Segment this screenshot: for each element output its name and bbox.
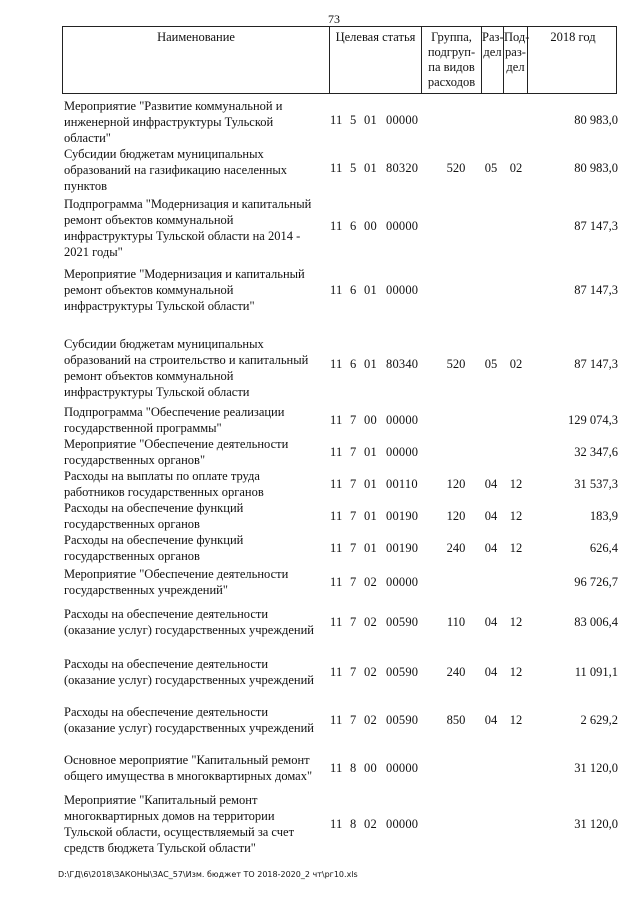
row-name-line: государственных органов <box>64 517 200 531</box>
code-part: 00000 <box>386 761 419 775</box>
code-part: 11 <box>330 283 343 297</box>
code-part: 7 <box>350 665 357 679</box>
target-article-code <box>330 160 422 176</box>
subsection: 12 <box>509 509 523 523</box>
code-part: 01 <box>364 477 377 491</box>
expense-group: 850 <box>446 713 466 727</box>
amount-2018: 87 147,3 <box>574 357 618 371</box>
expense-group: 240 <box>446 541 466 555</box>
expense-group: 520 <box>446 357 466 371</box>
row-name-line: инфраструктуры Тульской области <box>64 385 250 399</box>
code-part: 11 <box>330 445 343 459</box>
code-part: 11 <box>330 541 343 555</box>
row-name-line: Мероприятие "Обеспечение деятельности <box>64 437 289 451</box>
row-name-line: Мероприятие "Развитие коммунальной и <box>64 99 283 113</box>
code-part: 6 <box>350 357 357 371</box>
row-name-line: инженерной инфраструктуры Тульской <box>64 115 274 129</box>
amount-2018: 183,9 <box>589 509 618 523</box>
row-name-line: государственных органов <box>64 549 200 563</box>
code-part: 00000 <box>386 283 419 297</box>
code-part: 00190 <box>386 541 419 555</box>
code-part: 01 <box>364 541 377 555</box>
row-name-line: средств бюджета Тульской области" <box>64 841 256 855</box>
code-part: 00110 <box>386 477 418 491</box>
amount-2018: 626,4 <box>589 541 618 555</box>
row-name-line: Субсидии бюджетам муниципальных <box>64 147 264 161</box>
code-part: 7 <box>350 509 357 523</box>
row-name <box>64 792 326 856</box>
expense-group: 120 <box>446 509 466 523</box>
code-part: 02 <box>364 575 377 589</box>
code-part: 7 <box>350 413 357 427</box>
row-name-line: Субсидии бюджетам муниципальных <box>64 337 264 351</box>
target-article-code <box>330 412 422 428</box>
code-part: 00000 <box>386 219 419 233</box>
amount-2018: 31 120,0 <box>574 817 618 831</box>
code-part: 00000 <box>386 817 419 831</box>
row-name-line: работников государственных органов <box>64 485 264 499</box>
row-name <box>64 146 326 194</box>
section: 04 <box>484 541 498 555</box>
code-part: 00590 <box>386 665 419 679</box>
expense-group: 110 <box>446 615 466 629</box>
target-article-code <box>330 112 422 128</box>
target-article-code <box>330 540 422 556</box>
header-target-article: Целевая статья <box>329 27 421 93</box>
row-name-line: образований на строительство и капитальный <box>64 353 309 367</box>
code-part: 11 <box>330 665 343 679</box>
row-name-line: пунктов <box>64 179 107 193</box>
row-name <box>64 266 326 314</box>
target-article-code <box>330 574 422 590</box>
header-year: 2018 год <box>527 27 618 93</box>
row-name-line: ремонт объектов коммунальной <box>64 369 234 383</box>
row-name-line: Основное мероприятие "Капитальный ремонт <box>64 753 310 767</box>
page-number: 73 <box>328 12 340 26</box>
target-article-code <box>330 444 422 460</box>
row-name-line: Подпрограмма "Модернизация и капитальный <box>64 197 312 211</box>
header-expense-group <box>421 27 481 93</box>
row-name <box>64 98 326 146</box>
target-article-code <box>330 282 422 298</box>
row-name-line: ремонт объектов коммунальной <box>64 283 234 297</box>
row-name-line: государственных органов" <box>64 453 206 467</box>
code-part: 00590 <box>386 713 419 727</box>
code-part: 00 <box>364 761 377 775</box>
row-name-line: многоквартирных домов на территории <box>64 809 275 823</box>
code-part: 80340 <box>386 357 419 371</box>
code-part: 00590 <box>386 615 419 629</box>
section: 04 <box>484 477 498 491</box>
header-group-line: па видов <box>428 60 475 74</box>
target-article-code <box>330 816 422 832</box>
code-part: 11 <box>330 817 343 831</box>
row-name-line: Подпрограмма "Обеспечение реализации <box>64 405 285 419</box>
row-name-line: образований на газификацию населенных <box>64 163 288 177</box>
amount-2018: 87 147,3 <box>574 283 618 297</box>
row-name-line: 2021 годы" <box>64 245 123 259</box>
code-part: 5 <box>350 161 357 175</box>
section: 05 <box>484 357 498 371</box>
code-part: 6 <box>350 283 357 297</box>
row-name-line: Расходы на обеспечение деятельности <box>64 607 269 621</box>
code-part: 01 <box>364 357 377 371</box>
file-path-footer: D:\ГД\6\2018\ЗАКОНЫ\ЗАС_57\Изм. бюджет ТО 2018-2020_2 чт\рг10.xls <box>58 870 358 879</box>
row-name-line: Расходы на обеспечение деятельности <box>64 657 269 671</box>
section: 04 <box>484 509 498 523</box>
code-part: 00000 <box>386 413 419 427</box>
row-name-line: Мероприятие "Капитальный ремонт <box>64 793 258 807</box>
subsection: 12 <box>509 615 523 629</box>
row-name-line: Мероприятие "Обеспечение деятельности <box>64 567 289 581</box>
amount-2018: 96 726,7 <box>574 575 618 589</box>
header-group-line: Группа, <box>431 30 472 44</box>
target-article-code <box>330 712 422 728</box>
code-part: 11 <box>330 615 343 629</box>
header-subsection-line: Под- <box>504 30 530 44</box>
code-part: 02 <box>364 665 377 679</box>
row-name-line: Расходы на выплаты по оплате труда <box>64 469 260 483</box>
code-part: 01 <box>364 161 377 175</box>
code-part: 01 <box>364 113 377 127</box>
subsection: 12 <box>509 713 523 727</box>
code-part: 02 <box>364 713 377 727</box>
row-name-line: инфраструктуры Тульской области" <box>64 299 255 313</box>
section: 04 <box>484 713 498 727</box>
code-part: 11 <box>330 161 343 175</box>
row-name-line: Расходы на обеспечение функций <box>64 533 244 547</box>
header-group-line: подгруп- <box>427 45 476 59</box>
subsection: 12 <box>509 541 523 555</box>
expense-group: 520 <box>446 161 466 175</box>
row-name <box>64 468 326 500</box>
code-part: 11 <box>330 575 343 589</box>
header-section-line: дел <box>483 45 502 59</box>
target-article-code <box>330 508 422 524</box>
amount-2018: 80 983,0 <box>574 161 618 175</box>
code-part: 11 <box>330 357 343 371</box>
amount-2018: 11 091,1 <box>574 665 618 679</box>
code-part: 7 <box>350 575 357 589</box>
code-part: 02 <box>364 615 377 629</box>
row-name-line: Расходы на обеспечение деятельности <box>64 705 269 719</box>
amount-2018: 31 537,3 <box>574 477 618 491</box>
subsection: 12 <box>509 665 523 679</box>
row-name-line: (оказание услуг) государственных учреждений <box>64 623 314 637</box>
amount-2018: 87 147,3 <box>574 219 618 233</box>
amount-2018: 83 006,4 <box>574 615 618 629</box>
row-name-line: области" <box>64 131 111 145</box>
row-name-line: Мероприятие "Модернизация и капитальный <box>64 267 305 281</box>
row-name <box>64 436 326 468</box>
code-part: 00 <box>364 413 377 427</box>
code-part: 11 <box>330 761 343 775</box>
code-part: 8 <box>350 817 357 831</box>
header-section-line: Раз- <box>482 30 504 44</box>
target-article-code <box>330 218 422 234</box>
target-article-code <box>330 476 422 492</box>
row-name <box>64 566 326 598</box>
table-header <box>62 26 617 94</box>
code-part: 11 <box>330 219 343 233</box>
section: 04 <box>484 665 498 679</box>
row-name <box>64 656 326 688</box>
target-article-code <box>330 664 422 680</box>
expense-group: 240 <box>446 665 466 679</box>
code-part: 00190 <box>386 509 419 523</box>
code-part: 00000 <box>386 445 419 459</box>
code-part: 11 <box>330 113 343 127</box>
amount-2018: 32 347,6 <box>574 445 618 459</box>
code-part: 01 <box>364 509 377 523</box>
section: 05 <box>484 161 498 175</box>
amount-2018: 129 074,3 <box>568 413 618 427</box>
code-part: 11 <box>330 413 343 427</box>
code-part: 00000 <box>386 575 419 589</box>
row-name <box>64 606 326 638</box>
expense-group: 120 <box>446 477 466 491</box>
code-part: 11 <box>330 713 343 727</box>
row-name <box>64 532 326 564</box>
code-part: 7 <box>350 713 357 727</box>
row-name <box>64 752 326 784</box>
code-part: 8 <box>350 761 357 775</box>
code-part: 6 <box>350 219 357 233</box>
code-part: 11 <box>330 477 343 491</box>
subsection: 12 <box>509 477 523 491</box>
code-part: 7 <box>350 445 357 459</box>
row-name <box>64 404 326 436</box>
section: 04 <box>484 615 498 629</box>
amount-2018: 31 120,0 <box>574 761 618 775</box>
row-name-line: инфраструктуры Тульской области на 2014 - <box>64 229 301 243</box>
code-part: 7 <box>350 615 357 629</box>
code-part: 7 <box>350 477 357 491</box>
header-group-line: расходов <box>427 75 476 89</box>
target-article-code <box>330 760 422 776</box>
code-part: 01 <box>364 283 377 297</box>
header-subsection <box>503 27 530 93</box>
code-part: 02 <box>364 817 377 831</box>
code-part: 01 <box>364 445 377 459</box>
header-section <box>481 27 503 93</box>
row-name <box>64 336 326 400</box>
code-part: 7 <box>350 541 357 555</box>
subsection: 02 <box>509 357 523 371</box>
row-name-line: Тульской области, осуществляемый за счет <box>64 825 295 839</box>
row-name-line: государственной программы" <box>64 421 222 435</box>
code-part: 11 <box>330 509 343 523</box>
row-name-line: (оказание услуг) государственных учреждений <box>64 721 314 735</box>
code-part: 00 <box>364 219 377 233</box>
code-part: 00000 <box>386 113 419 127</box>
code-part: 80320 <box>386 161 419 175</box>
header-subsection-line: дел <box>506 60 525 74</box>
row-name-line: общего имущества в многоквартирных домах" <box>64 769 313 783</box>
subsection: 02 <box>509 161 523 175</box>
row-name-line: ремонт объектов коммунальной <box>64 213 234 227</box>
code-part: 5 <box>350 113 357 127</box>
row-name <box>64 500 326 532</box>
row-name-line: Расходы на обеспечение функций <box>64 501 244 515</box>
amount-2018: 80 983,0 <box>574 113 618 127</box>
amount-2018: 2 629,2 <box>580 713 618 727</box>
target-article-code <box>330 614 422 630</box>
row-name-line: государственных учреждений" <box>64 583 228 597</box>
header-subsection-line: раз- <box>505 45 526 59</box>
target-article-code <box>330 356 422 372</box>
row-name-line: (оказание услуг) государственных учреждений <box>64 673 314 687</box>
header-name: Наименование <box>157 30 235 44</box>
row-name <box>64 196 326 260</box>
row-name <box>64 704 326 736</box>
